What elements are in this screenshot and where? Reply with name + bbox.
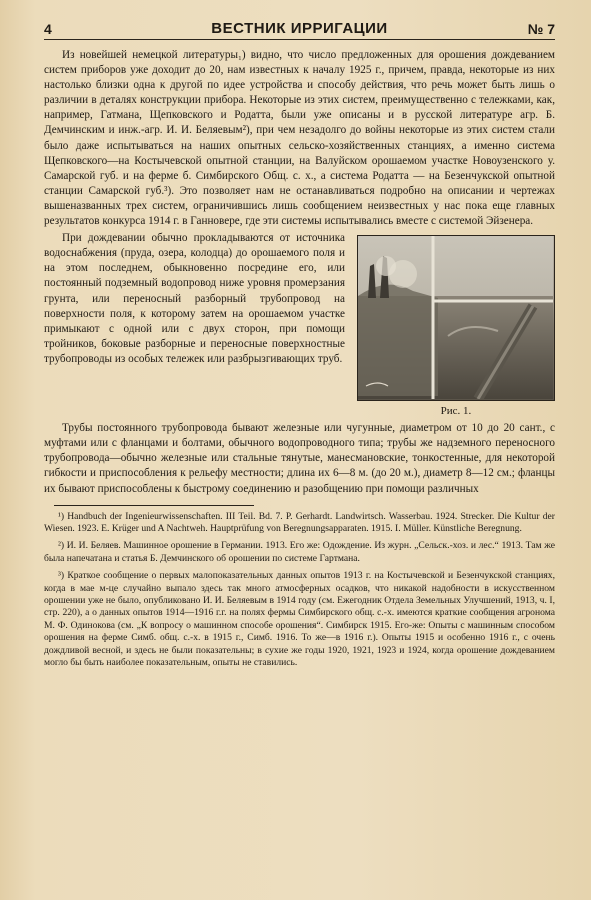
body-paragraph-3: Трубы постоянного трубопровода бывают железные или чугунные, диаметром от 10 до 20 сант., с муфтами или с фланцами и болтами, обычного водопроводного типа; трубы же надземного переносного трубопровода—обычно железные или стальные тянутые, манесмановские, тонкостенные, для некоторой гибкости и приспособления к рельефу местности; длина их 6—8 м. (до 20 м.), диаметр 8—12 см.; фланцы их бывают приспособлены к быстрому соединению и разобщению при помощи различных bbox=[44, 422, 555, 495]
journal-title: ВЕСТНИК ИРРИГАЦИИ bbox=[211, 20, 388, 37]
photo-illustration bbox=[358, 236, 553, 399]
footnote-rule bbox=[54, 505, 254, 506]
text-with-figure bbox=[44, 231, 555, 417]
float-text bbox=[44, 231, 345, 417]
footnote-1: ¹) Handbuch der Ingenieurwissenschaften. III Teil. Bd. 7. P. Gerhardt. Landwirtsch. Wasserbau. 1924. Strecker. Die Kultur der Wiesen. 1923. E. Krüger und A Nachtweh. Hauptprüfung von Beregnungsapparaten. 1915. I. Müller. Künstliche Beregnung. bbox=[44, 510, 555, 534]
page-number: 4 bbox=[44, 21, 52, 37]
figure-1 bbox=[357, 235, 555, 417]
body-paragraph-2: При дождевании обычно прокладываются от источника водоснабжения (пруда, озера, колодца) до орошаемого поля и на этом последнем, обыкновенно посредине его, или постоянный подземный водопровод ниже уровня промерзания грунта, или переносный разборный трубопровод на поверхности поля, к которому затем на орошаемом участке примыкают с одной или с двух сторон, при помощи тройников, боковые разборные и переносные поверхностные трубопроводы из особых тележек или разбрызгивающих труб. bbox=[44, 232, 345, 365]
body-paragraph-1: Из новейшей немецкой литературы₁) видно, что число предложенных для орошения дождеванием систем приборов уже доходит до 20, нам известных к началу 1925 г., причем, правда, некоторые из них настолько близки одна к другой по идее устройства и способу действия, что речь может быть лишь о различии в деталях конструкции прибора. Некоторые из этих систем, преимущественно с тележками, как, например, Гатмана, Щепковского и Родатта, были уже описаны и в русской литературе агр. Б. Демчинским и инж.-агр. И. И. Беляевым²), при чем незадолго до войны некоторые из этих систем стали было даже испытываться на наших опытных сельско-хозяйственных станциях, а именно система Щепковского—на Костычевской опытной станции, на Валуйском орошаемом участке Новоузенского у. Самарской губ. и на ферме б. Симбирского Общ. с. х., а система Родатта — на Безенчукской опытной станции Самарской губ.³). Это позволяет нам не останавливаться подробно на описании и чертежах вышеназванных трех систем, ограничившись лишь сообщением неизвестных у нас пока еще главных результатов конкурса 1914 г. в Ганновере, где эти системы испытывались вместе с системой Эйзенера. bbox=[44, 49, 555, 228]
figure-caption: Рис. 1. bbox=[440, 405, 472, 418]
page-header bbox=[44, 20, 555, 40]
irrigation-photo bbox=[357, 235, 555, 401]
issue-number: № 7 bbox=[527, 21, 555, 37]
footnote-2: ²) И. И. Беляев. Машинное орошение в Германии. 1913. Его же: Одождение. Из журн. „Сельск.-хоз. и лес.“ 1913. Там же была напечатана и статья Б. Демчинского об орошении по системе Гартмана. bbox=[44, 540, 555, 564]
footnote-3: ³) Краткое сообщение о первых малопоказательных данных опытов 1913 г. на Костычевской и Безенчукской станциях, когда в мае м-це случайно выпало здесь так много атмосферных осадков, что никакой надобности в искусственном орошении уже не было, опубликовано И. И. Беляевым в 1914 году (см. Ежегодник Отдела Земельных Улучшений, 1913, ч. I, стр. 220), а о данных опытов 1914—1916 г.г. на полях фермы Симбирского общ. с.-х. имеются краткие сообщения агронома М. Ф. Одинокова (см. „К вопросу о машинном способе орошения“. Симбирск 1915. Его-же: Опыты с машинным способом орошения на ферме Симб. общ. с.-х. в 1915 г., Симб. 1916. То же—в 1916 г.). Опыты 1915 и особенно 1916 г., с очень дождливой весной, и здесь не были показательны; в сухие же годы 1920, 1921, 1923 и 1924, когда орошение дождеванием могло бы быть наиболее показательным, опыты не ставились. bbox=[44, 570, 555, 669]
